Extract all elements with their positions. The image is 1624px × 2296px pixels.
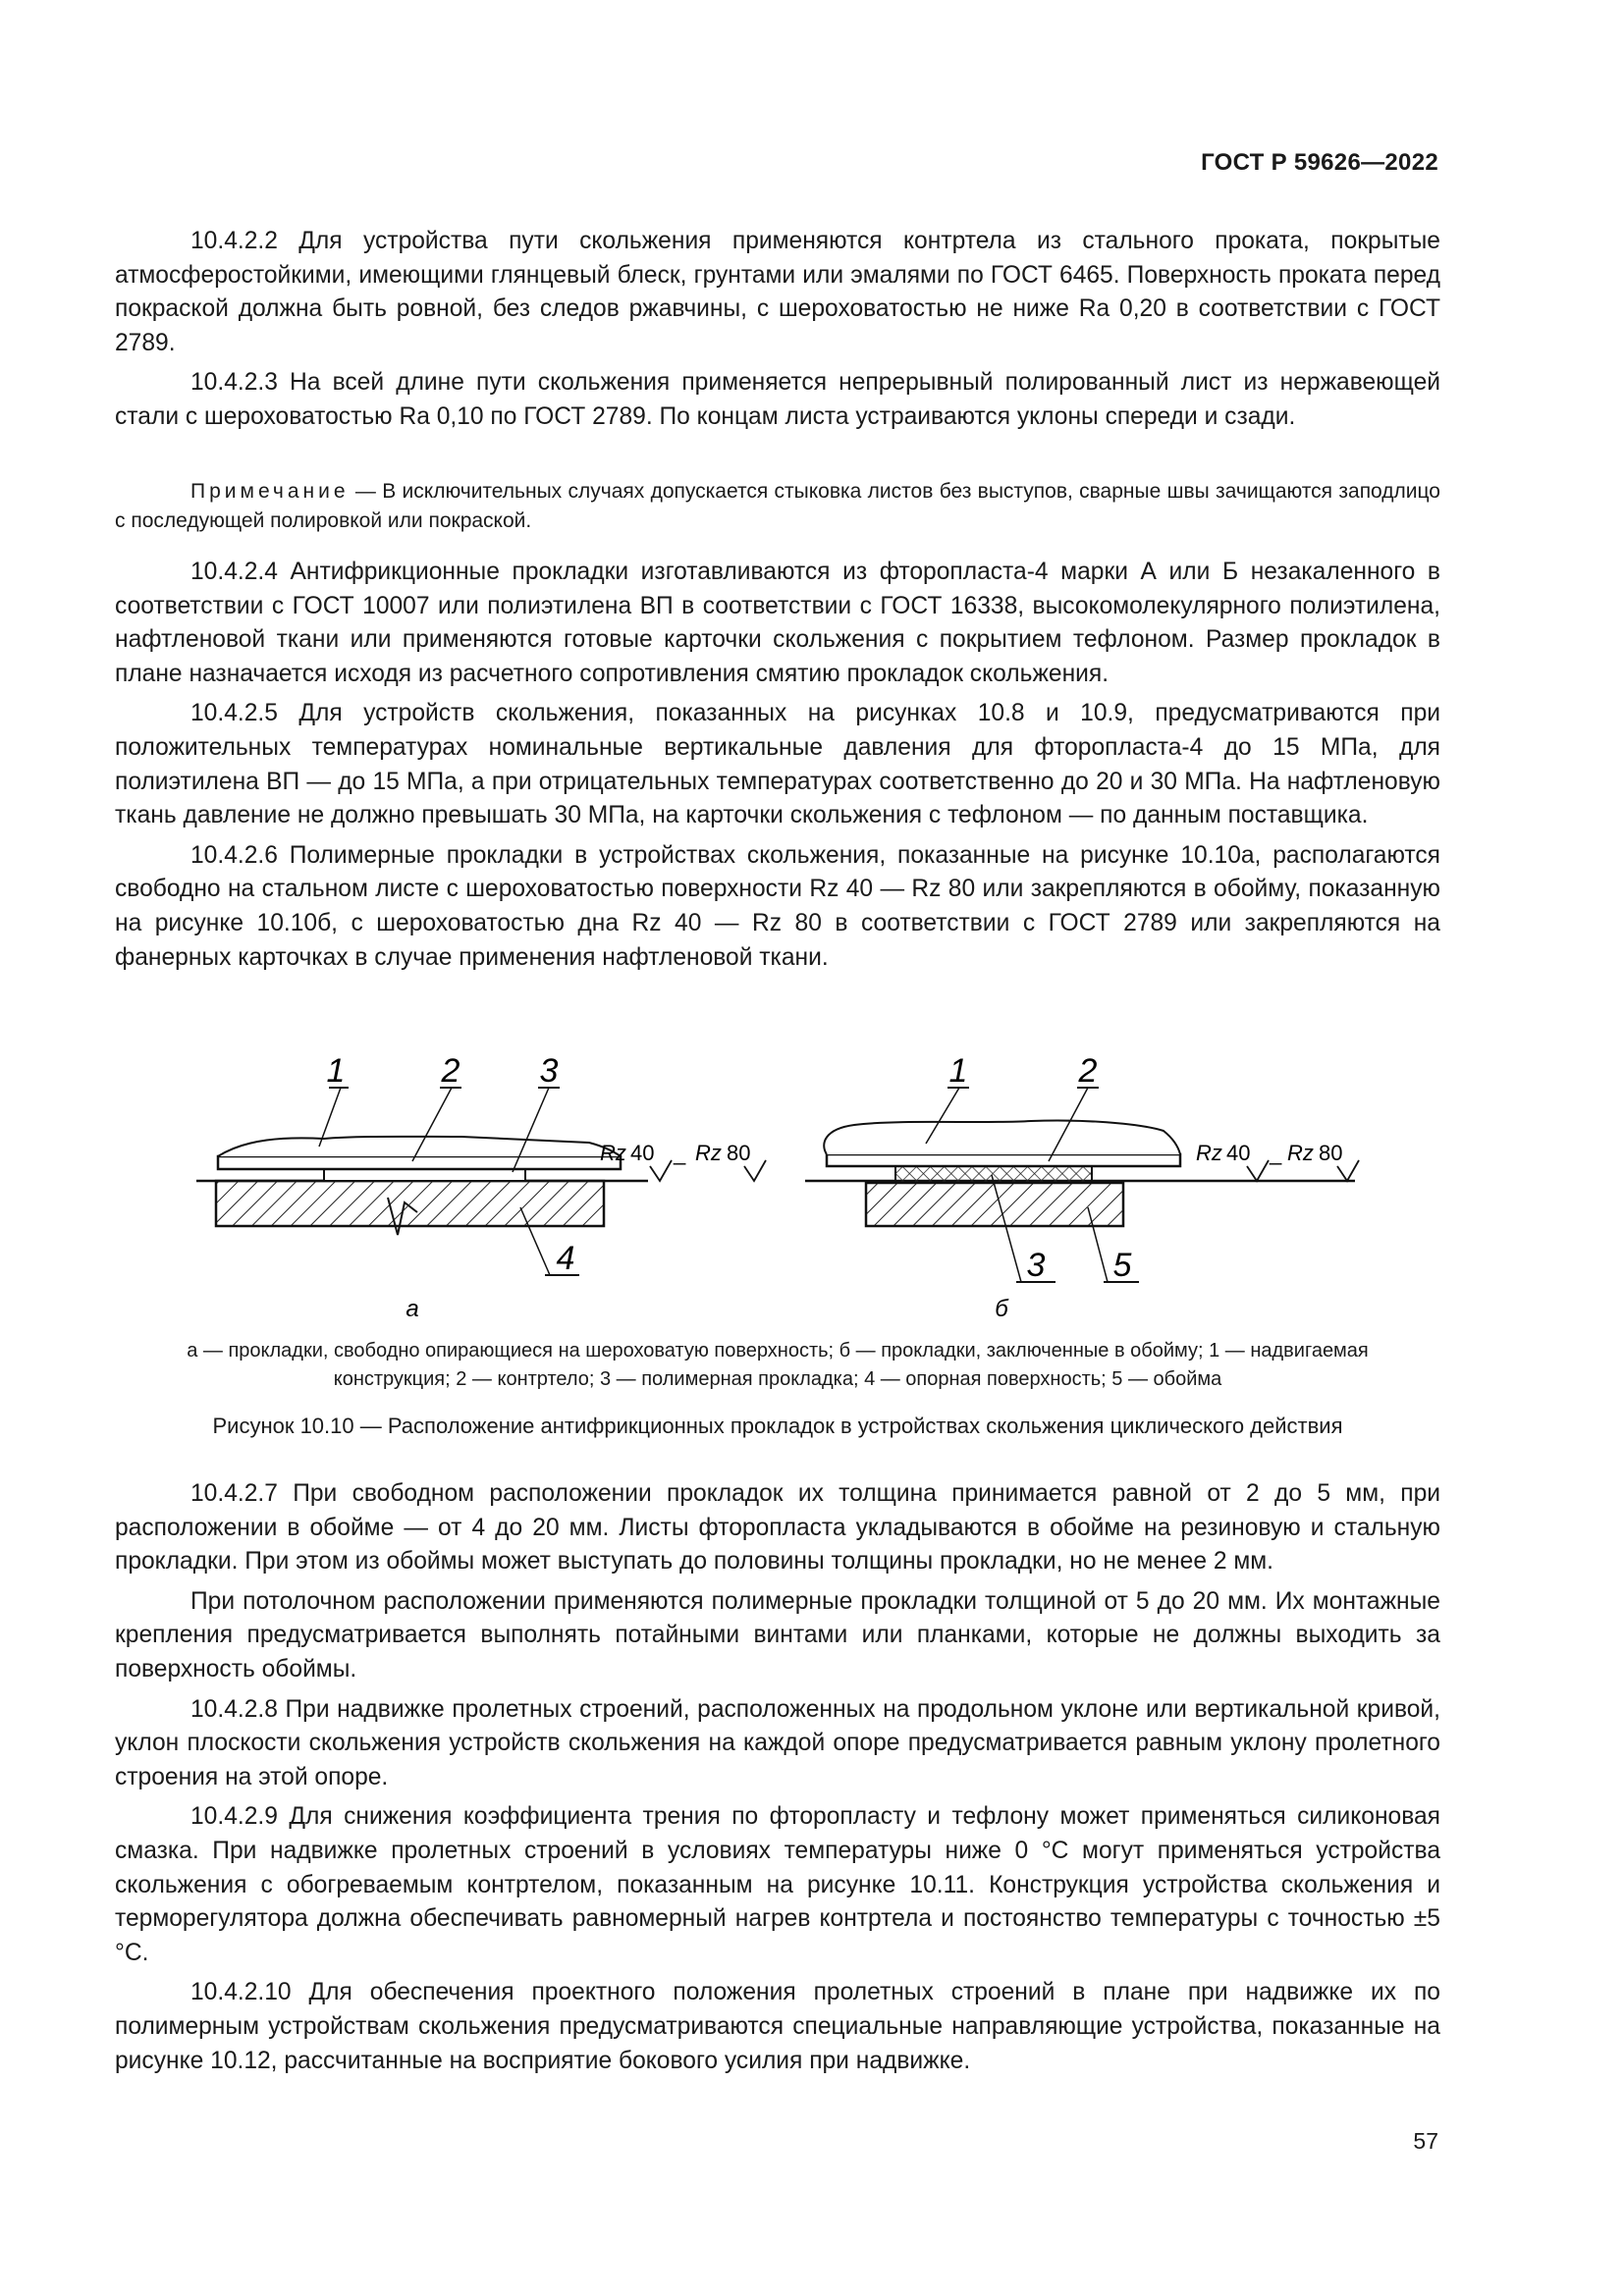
paragraph-ceiling: При потолочном расположении применяются полимерные прокладки толщиной от 5 до 20 мм. Их монтажные крепления предусматривается выполнять потайными винтами или планками, которые не должны выходить за поверхность обоймы. bbox=[115, 1587, 1440, 1682]
label-1-a: 1 bbox=[326, 1052, 346, 1090]
paragraph-10-4-2-10: 10.4.2.10 Для обеспечения проектного положения пролетных строений в плане при надвижке их по полимерным устройствам скольжения предусматриваются специальные направляющие устройства, показанные на рисунке 10.12, рассчитанные на восприятие бокового усилия при надвижке. bbox=[115, 1979, 1440, 2074]
figure-legend-line-1: а — прокладки, свободно опирающиеся на шероховатую поверхность; б — прокладки, заключенные в обойму; 1 — надвигаемая bbox=[187, 1340, 1369, 1362]
rz-40-a-val: 40 bbox=[630, 1141, 655, 1165]
text-block-2 bbox=[115, 556, 1440, 975]
rz-40-b: Rz bbox=[1196, 1141, 1222, 1165]
figure-drawing bbox=[0, 1041, 1624, 1325]
figure-b bbox=[805, 1052, 1359, 1322]
note bbox=[115, 477, 1440, 536]
rz-40-b-val: 40 bbox=[1226, 1141, 1251, 1165]
figure-legend bbox=[115, 1337, 1440, 1394]
label-4-a: 4 bbox=[556, 1240, 575, 1277]
paragraph-10-4-2-9: 10.4.2.9 Для снижения коэффициента трения по фторопласту и тефлону может применяться силиконовая смазка. При надвижке пролетных строений в условиях температуры ниже 0 °С могут применяться устройства скольжения с обогреваемым контртелом, показанным на рисунке 10.11. Конструкция устройства скольжения и терморегулятора должна обеспечивать равномерный нагрев контртела и постоянство температуры с точностью ±5 °С. bbox=[115, 1803, 1440, 1966]
paragraph-10-4-2-6: 10.4.2.6 Полимерные прокладки в устройствах скольжения, показанные на рисунке 10.10а, располагаются свободно на стальном листе с шероховатостью поверхности Rz 40 — Rz 80 или закрепляются в обойму, показанную на рисунке 10.10б, с шероховатостью дна Rz 40 — Rz 80 в соответствии с ГОСТ 2789 или закрепляются на фанерных карточках в случае применения нафтленовой ткани. bbox=[115, 841, 1440, 971]
label-3-a: 3 bbox=[539, 1052, 559, 1090]
page-number: 57 bbox=[1413, 2128, 1438, 2154]
figure-a bbox=[196, 1052, 766, 1322]
label-2-b: 2 bbox=[1078, 1052, 1098, 1090]
note-text: — В исключительных случаях допускается стыковка листов без выступов, сварные швы зачищаются заподлицо с последующей полировкой или покраской. bbox=[115, 480, 1440, 532]
paragraph-10-4-2-2: 10.4.2.2 Для устройства пути скольжения применяются контртела из стального проката, покрытые атмосферостойкими, имеющими глянцевый блеск, грунтами или эмалями по ГОСТ 6465. Поверхность проката перед покраской должна быть ровной, без следов ржавчины, с шероховатостью не ниже Ra 0,20 в соответствии с ГОСТ 2789. bbox=[115, 228, 1440, 356]
label-2-a: 2 bbox=[441, 1052, 460, 1090]
rz-40-a: Rz bbox=[600, 1141, 626, 1165]
sublabel-b: б bbox=[995, 1296, 1008, 1322]
rz-80-a-val: 80 bbox=[727, 1141, 751, 1165]
figure-title: Рисунок 10.10 — Расположение антифрикционных прокладок в устройствах скольжения циклического действия bbox=[212, 1414, 1343, 1438]
rz-sep-b: _ bbox=[1270, 1141, 1282, 1165]
label-5-b: 5 bbox=[1112, 1247, 1132, 1284]
label-1-b: 1 bbox=[948, 1052, 968, 1090]
sublabel-a: а bbox=[406, 1296, 419, 1322]
paragraph-10-4-2-3: 10.4.2.3 На всей длине пути скольжения применяется непрерывный полированный лист из нержавеющей стали с шероховатостью Ra 0,10 по ГОСТ 2789. По концам листа устраиваются уклоны спереди и сзади. bbox=[115, 369, 1440, 430]
text-block-1 bbox=[115, 225, 1440, 435]
paragraph-10-4-2-5: 10.4.2.5 Для устройств скольжения, показанных на рисунках 10.8 и 10.9, предусматриваются при положительных температурах номинальные вертикальные давления для фторопласта-4 до 15 МПа, для полиэтилена ВП — до 15 МПа, а при отрицательных температурах соответственно до 20 и 30 МПа. На нафтленовую ткань давление не должно превышать 30 МПа, на карточки скольжения с тефлоном — по данным поставщика. bbox=[115, 700, 1440, 829]
note-block bbox=[115, 477, 1440, 536]
figure-10-10 bbox=[0, 1041, 1624, 1322]
paragraph-10-4-2-7: 10.4.2.7 При свободном расположении прокладок их толщина принимается равной от 2 до 5 мм, при расположении в обойме — от 4 до 20 мм. Листы фторопласта укладываются в обойме на резиновую и стальную прокладки. При этом из обоймы может выступать до половины толщины прокладки, но не менее 2 мм. bbox=[115, 1480, 1440, 1575]
rz-80-b-val: 80 bbox=[1319, 1141, 1343, 1165]
rz-80-a: Rz bbox=[695, 1141, 722, 1165]
figure-legend-line-2: конструкция; 2 — контртело; 3 — полимерная прокладка; 4 — опорная поверхность; 5 — обойма bbox=[333, 1368, 1222, 1390]
label-3-b: 3 bbox=[1026, 1247, 1046, 1284]
rz-80-b: Rz bbox=[1287, 1141, 1314, 1165]
note-head: Примечание bbox=[190, 480, 350, 503]
rz-sep-a: _ bbox=[674, 1141, 686, 1165]
paragraph-10-4-2-8: 10.4.2.8 При надвижке пролетных строений, расположенных на продольном уклоне или вертикальной кривой, уклон плоскости скольжения устройств скольжения на каждой опоре предусматривается равным уклону пролетного строения на этой опоре. bbox=[115, 1695, 1440, 1790]
paragraph-10-4-2-4: 10.4.2.4 Антифрикционные прокладки изготавливаются из фторопласта-4 марки А или Б незакаленного в соответствии с ГОСТ 10007 или полиэтилена ВП в соответствии с ГОСТ 16338, высокомолекулярного полиэтилена, нафтленовой ткани или применяются готовые карточки скольжения с покрытием тефлоном. Размер прокладок в плане назначается исходя из расчетного сопротивления смятию прокладок скольжения. bbox=[115, 559, 1440, 687]
text-block-3 bbox=[115, 1477, 1440, 2078]
document-id: ГОСТ Р 59626—2022 bbox=[1201, 149, 1438, 176]
